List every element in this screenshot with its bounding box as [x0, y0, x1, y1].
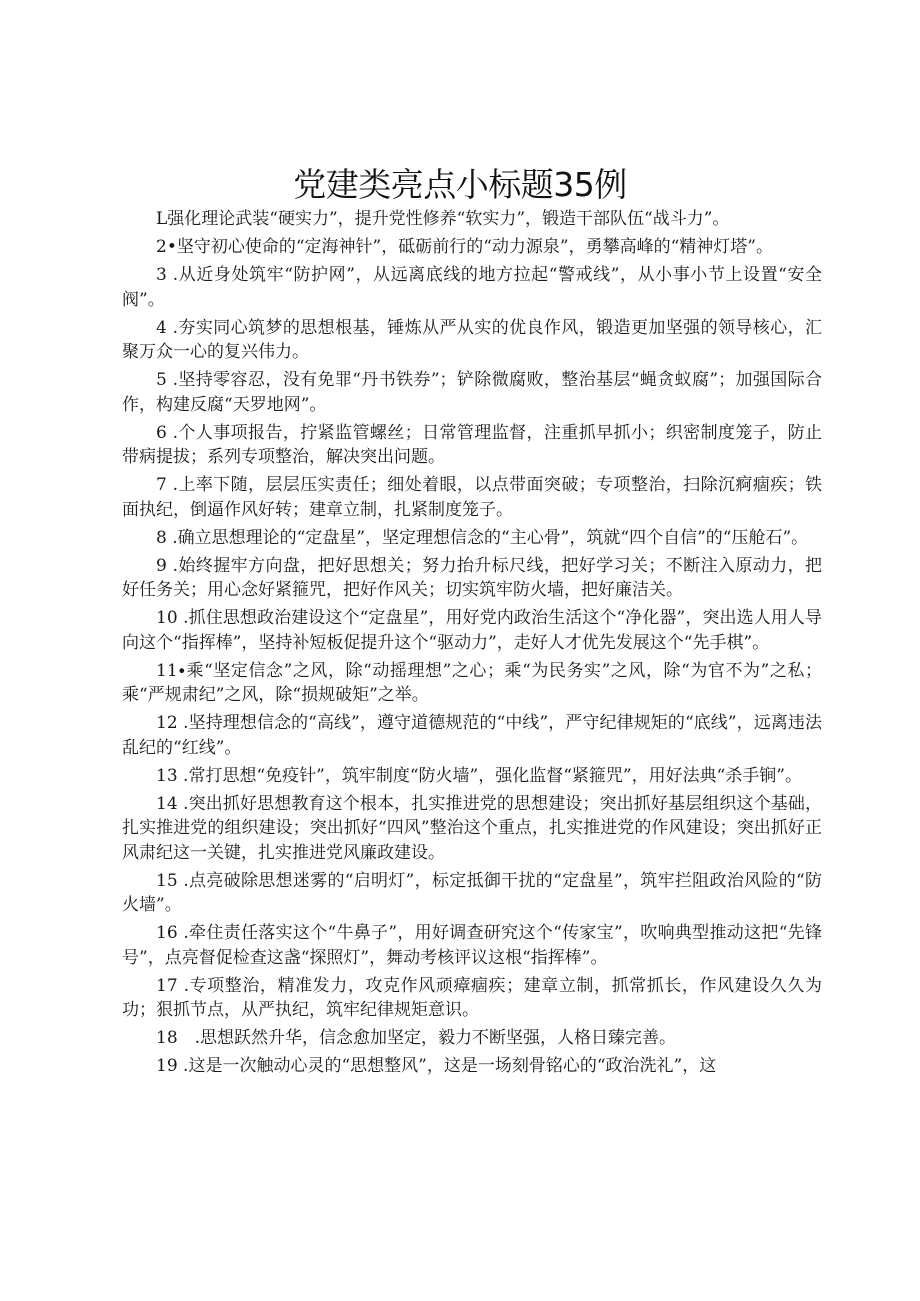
- paragraph-12: 12 .坚持理想信念的“高线”，遵守道德规范的“中线”，严守纪律规矩的“底线”，远离违法乱纪的“红线”。: [122, 713, 822, 758]
- paragraph-1: L强化理论武装“硬实力”，提升党性修养“软实力”，锻造干部队伍“战斗力”。: [156, 209, 730, 229]
- paragraph-16: 16 .牵住责任落实这个“牛鼻子”，用好调查研究这个“传家宝”，吹响典型推动这把“先锋号”，点亮督促检查这盏“探照灯”，舞动考核评议这根“指挥棒”。: [122, 923, 822, 968]
- paragraph-11: 11∙乘“坚定信念”之风，除“动摇理想”之心；乘“为民务实”之风，除“为官不为”之私；乘“严规肃纪”之风，除“损规破矩”之举。: [122, 660, 822, 705]
- paragraph-14: 14 .突出抓好思想教育这个根本，扎实推进党的思想建设；突出抓好基层组织这个基础，扎实推进党的组织建设；突出抓好“四风”整治这个重点，扎实推进党的作风建设；突出抓好正风肃纪这一关键，扎实推进党风廉政建设。: [122, 793, 822, 863]
- paragraph-15: 15 .点亮破除思想迷雾的“启明灯”，标定抵御干扰的“定盘星”，筑牢拦阻政治风险的“防火墙”。: [122, 870, 822, 915]
- paragraph-5: 5 .坚持零容忍，没有免罪“丹书铁券”；铲除微腐败，整治基层“蝇贪蚁腐”；加强国际合作，构建反腐“天罗地网”。: [122, 370, 822, 415]
- paragraph-10: 10 .抓住思想政治建设这个“定盘星”，用好党内政治生活这个“净化器”，突出选人用人导向这个“指挥棒”，坚持补短板促提升这个“驱动力”，走好人才优先发展这个“先手棋”。: [122, 608, 822, 653]
- paragraph-18: 18 .思想跃然升华，信念愈加坚定，毅力不断坚强，人格日臻完善。: [156, 1028, 677, 1048]
- document-title: 党建类亮点小标题35例: [293, 165, 627, 204]
- paragraph-4: 4 .夯实同心筑梦的思想根基，锤炼从严从实的优良作风，锻造更加坚强的领导核心，汇聚万众一心的复兴伟力。: [122, 317, 822, 362]
- paragraph-7: 7 .上率下随，层层压实责任；细处着眼，以点带面突破；专项整治，扫除沉痾痼疾；铁面执纪，倒逼作风好转；建章立制，扎紧制度笼子。: [122, 475, 822, 520]
- paragraph-13: 13 .常打思想“免疫针”，筑牢制度“防火墙”，强化监督“紧箍咒”，用好法典“杀手锏”。: [156, 765, 802, 786]
- paragraph-3: 3 .从近身处筑牢“防护网”，从远离底线的地方拉起“警戒线”，从小事小节上设置“安全阀”。: [122, 265, 822, 310]
- document-body: [122, 207, 822, 1082]
- paragraph-9: 9 .始终握牢方向盘，把好思想关；努力抬升标尺线，把好学习关；不断注入原动力，把好任务关；用心念好紧箍咒，把好作风关；切实筑牢防火墙，把好廉洁关。: [122, 555, 822, 600]
- paragraph-19: 19 .这是一次触动心灵的“思想整风”，这是一场刻骨铭心的“政治洗礼”，这: [156, 1056, 717, 1076]
- paragraph-6: 6 .个人事项报告，拧紧监管螺丝；日常管理监督，注重抓早抓小；织密制度笼子，防止带病提拔；系列专项整治，解决突出问题。: [122, 422, 822, 467]
- paragraph-8: 8 .确立思想理论的“定盘星”，坚定理想信念的“主心骨”，筑就“四个自信”的“压舱石”。: [156, 527, 809, 548]
- paragraph-2: 2•坚守初心使命的“定海神针”，砥砺前行的“动力源泉”，勇攀高峰的“精神灯塔”。: [156, 237, 773, 257]
- paragraph-17: 17 .专项整治，精准发力，攻克作风顽瘴痼疾；建章立制，抓常抓长，作风建设久久为功；狠抓节点，从严执纪，筑牢纪律规矩意识。: [122, 975, 822, 1020]
